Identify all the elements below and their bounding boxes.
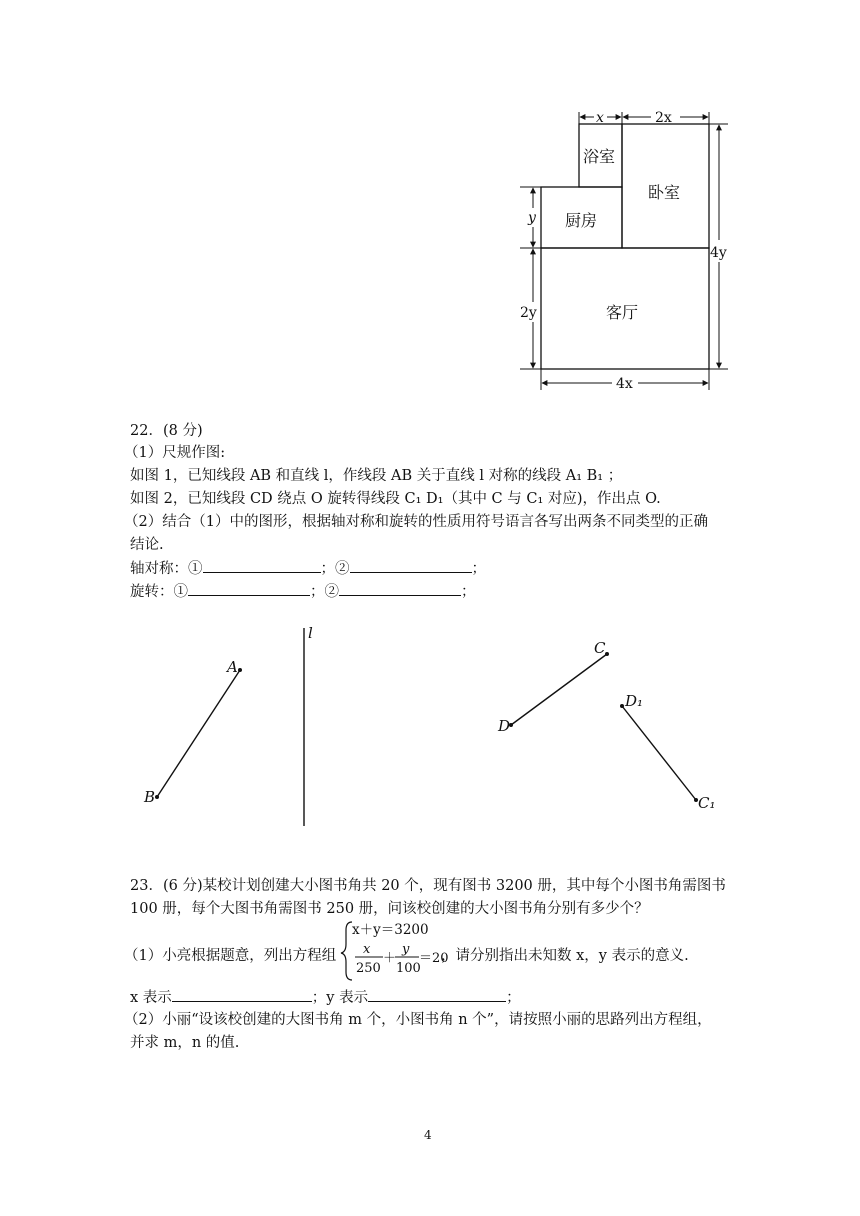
q22-part2-line2: 结论. bbox=[130, 537, 164, 553]
q23-xy-row bbox=[130, 987, 521, 1008]
label-B: B bbox=[144, 788, 156, 806]
eq2-denominator-100: 100 bbox=[396, 961, 421, 976]
q23-part2-line2: 并求 m，n 的值. bbox=[130, 1035, 240, 1051]
eq2-denominator-250: 250 bbox=[356, 961, 381, 976]
dim-x-top: x bbox=[596, 110, 604, 126]
axis-mark-2: ；② bbox=[320, 561, 350, 577]
equation-brace bbox=[341, 922, 352, 980]
eq2-numerator-y: y bbox=[402, 942, 410, 957]
eq2-rhs: ＝20 bbox=[419, 951, 449, 966]
q23-part1-suffix: ，请分别指出未知数 x，y 表示的意义. bbox=[441, 948, 689, 964]
dim-2y-left: 2y bbox=[520, 305, 537, 321]
label-l: l bbox=[308, 624, 313, 642]
label-C1: C₁ bbox=[698, 794, 716, 812]
q23-part2-line1: （2）小丽“设该校创建的大图书角 m 个，小图书角 n 个”，请按照小丽的思路列出方程组， bbox=[124, 1012, 712, 1028]
q22-part2-line1: （2）结合（1）中的图形，根据轴对称和旋转的性质用符号语言各写出两条不同类型的正确 bbox=[124, 514, 708, 530]
q22-part1: （1）尺规作图: bbox=[124, 445, 226, 461]
dim-2x-top: 2x bbox=[655, 110, 672, 126]
q22-fig1-instruction: 如图 1，已知线段 AB 和直线 l，作线段 AB 关于直线 l 对称的线段 A₁ B₁ ； bbox=[130, 468, 623, 484]
q22-fig2-instruction: 如图 2，已知线段 CD 绕点 O 旋转得线段 C₁ D₁（其中 C 与 C₁ 对应)，作出点 O. bbox=[130, 491, 661, 507]
dim-4y-right: 4y bbox=[710, 245, 727, 261]
q23-line2: 100 册，每个大图书角需图书 250 册，问该校创建的大小图书角分别有多少个？ bbox=[130, 901, 649, 917]
rotation-mark-2: ；② bbox=[310, 584, 339, 600]
room-kitchen-label: 厨房 bbox=[565, 211, 598, 230]
eq2-numerator-x: x bbox=[363, 942, 371, 957]
label-A: A bbox=[227, 658, 238, 676]
axis-semicolon: ； bbox=[471, 561, 486, 577]
q22-header: 22．(8 分) bbox=[130, 423, 203, 439]
y-meaning-blank[interactable] bbox=[368, 987, 506, 1002]
label-C: C bbox=[594, 639, 606, 657]
y-meaning-label: ；y 表示 bbox=[311, 990, 369, 1006]
rotation-semicolon: ； bbox=[461, 584, 476, 600]
q23-line1: 23．(6 分)某校计划创建大小图书角共 20 个，现有图书 3200 册，其中每个小图书角需图书 bbox=[130, 878, 726, 894]
axis-symmetry-label: 轴对称：① bbox=[130, 561, 203, 577]
label-D: D bbox=[498, 717, 511, 735]
rotation-label: 旋转：① bbox=[130, 584, 188, 600]
room-bathroom-label: 浴室 bbox=[583, 147, 616, 166]
room-living-label: 客厅 bbox=[606, 303, 639, 322]
xy-semicolon: ； bbox=[506, 990, 521, 1006]
equation-1: x＋y＝3200 bbox=[352, 922, 429, 938]
x-meaning-label: x 表示 bbox=[130, 990, 172, 1006]
page-number: 4 bbox=[424, 1128, 432, 1142]
dim-4x-bottom: 4x bbox=[616, 376, 633, 392]
q23-part1-prefix: （1）小亮根据题意，列出方程组 bbox=[124, 948, 337, 964]
dim-y-left: y bbox=[528, 210, 536, 226]
room-bedroom-label: 卧室 bbox=[648, 183, 681, 202]
eq2-plus: ＋ bbox=[383, 951, 397, 966]
label-D1: D₁ bbox=[625, 692, 644, 710]
x-meaning-blank[interactable] bbox=[172, 987, 312, 1002]
